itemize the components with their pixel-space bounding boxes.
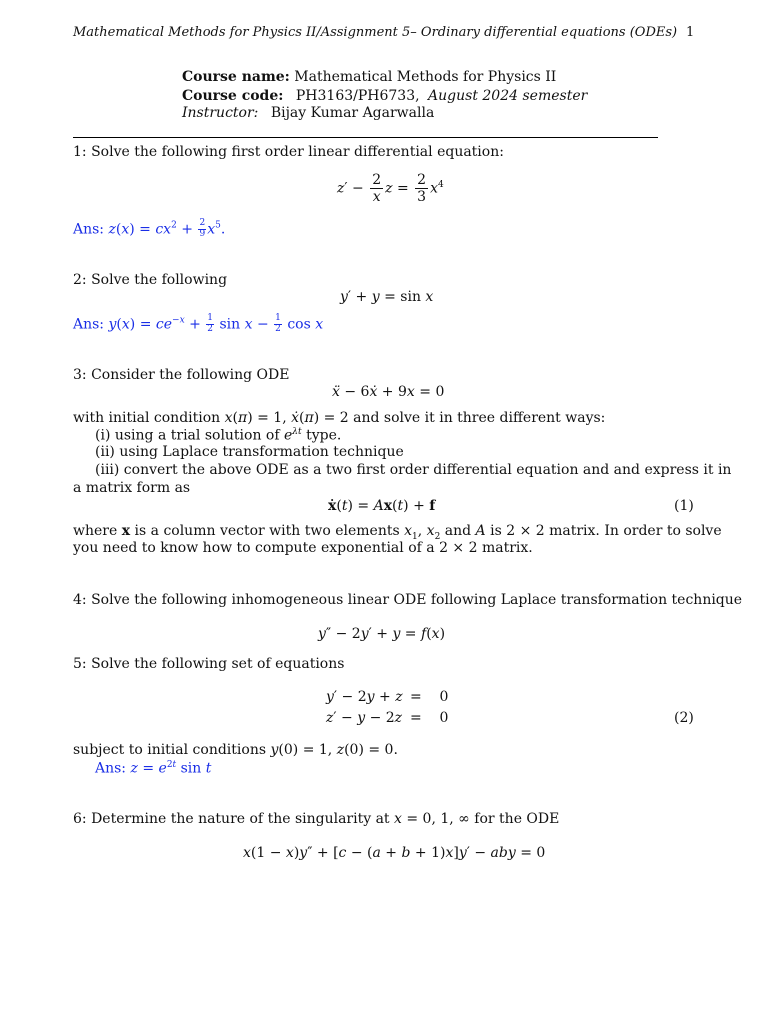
course-code-value: PH3163/PH6733, (295, 88, 420, 104)
q6-prompt: 6: Determine the nature of the singularity at x = 0, 1, ∞ for the ODE (73, 811, 560, 827)
q2-answer: Ans: $y(x) = ce^{-x}$ + $\frac{1}{2}$ sin x − $\frac{1}{2}$ cos x (73, 313, 324, 334)
course-code-label: Course code: (182, 88, 284, 104)
q3-way-2: (ii) using Laplace transformation technique (95, 444, 404, 460)
instructor-value: Bijay Kumar Agarwalla (270, 105, 435, 121)
q6-equation: x(1 − x)y″ + [c − (a + b + 1)x]y′ − aby = 0 (243, 845, 546, 861)
q5-answer-label: Ans: (95, 760, 127, 777)
q3-where-line1: where x is a column vector with two elements $x_1$, $x_2$ and A is 2 × 2 matrix. In order to solve (73, 523, 722, 542)
q3-way-3-line1: (iii) convert the above ODE as a two first order differential equation and and express it in (95, 462, 732, 478)
q3-way-1: (i) using a trial solution of $e^{\lambda t}$ type. (95, 427, 342, 444)
course-name-label: Course name: (182, 69, 290, 85)
q3-initial-conditions: with initial condition x(π) = 1, ẋ(π) = 2 and solve it in three different ways: (73, 410, 606, 426)
equation-number-1: (1) (674, 498, 694, 514)
q5-answer: Ans: $z = e^{2t}$ sin t (95, 760, 212, 777)
q5-conditions: subject to initial conditions y(0) = 1, z(0) = 0. (73, 742, 398, 758)
course-name-line (182, 69, 556, 85)
instructor-line (182, 105, 434, 121)
course-semester: August 2024 semester (428, 88, 588, 104)
course-code-line (182, 88, 587, 104)
header-rule (73, 137, 658, 138)
equation-number-2: (2) (674, 710, 694, 726)
q3-matrix-equation: ẋ(t) = Ax(t) + f (328, 498, 436, 514)
q4-equation: y″ − 2y′ + y = f(x) (318, 626, 446, 642)
q1-prompt: 1: Solve the following first order linear differential equation: (73, 144, 504, 160)
q2-equation: y′ + y = sin x (340, 289, 434, 305)
q5-equation-1: y′ − 2y + z (326, 689, 403, 705)
q3-way-3-line2: a matrix form as (73, 480, 191, 496)
q2-prompt: 2: Solve the following (73, 272, 228, 288)
instructor-label: Instructor: (182, 105, 259, 121)
q1-equation: z′ − $\frac{2}{x}$ z = $\frac{2}{3}$ $x^4$ (337, 172, 444, 206)
q3-prompt: 3: Consider the following ODE (73, 367, 290, 383)
q3-equation: ẍ − 6ẋ + 9x = 0 (332, 384, 445, 400)
running-header: Mathematical Methods for Physics II/Assignment 5– Ordinary differential equations (ODEs) (73, 25, 678, 40)
q2-answer-label: Ans: (73, 316, 105, 333)
q5-equation-2: z′ − y − 2z (326, 710, 403, 726)
q4-prompt: 4: Solve the following inhomogeneous linear ODE following Laplace transformation technique (73, 592, 743, 608)
q3-where-line2: you need to know how to compute exponential of a 2 × 2 matrix. (73, 540, 533, 556)
q1-answer-label: Ans: (73, 221, 105, 238)
q5-prompt: 5: Solve the following set of equations (73, 656, 345, 672)
q5-equation-1-rhs: = 0 (410, 689, 449, 705)
q1-answer: Ans: $z(x) = cx^2$ + $\frac{2}{9}$ $x^5$. (73, 218, 226, 239)
course-name-value: Mathematical Methods for Physics II (294, 69, 557, 85)
page-number: 1 (686, 25, 695, 40)
q5-equation-2-rhs: = 0 (410, 710, 449, 726)
